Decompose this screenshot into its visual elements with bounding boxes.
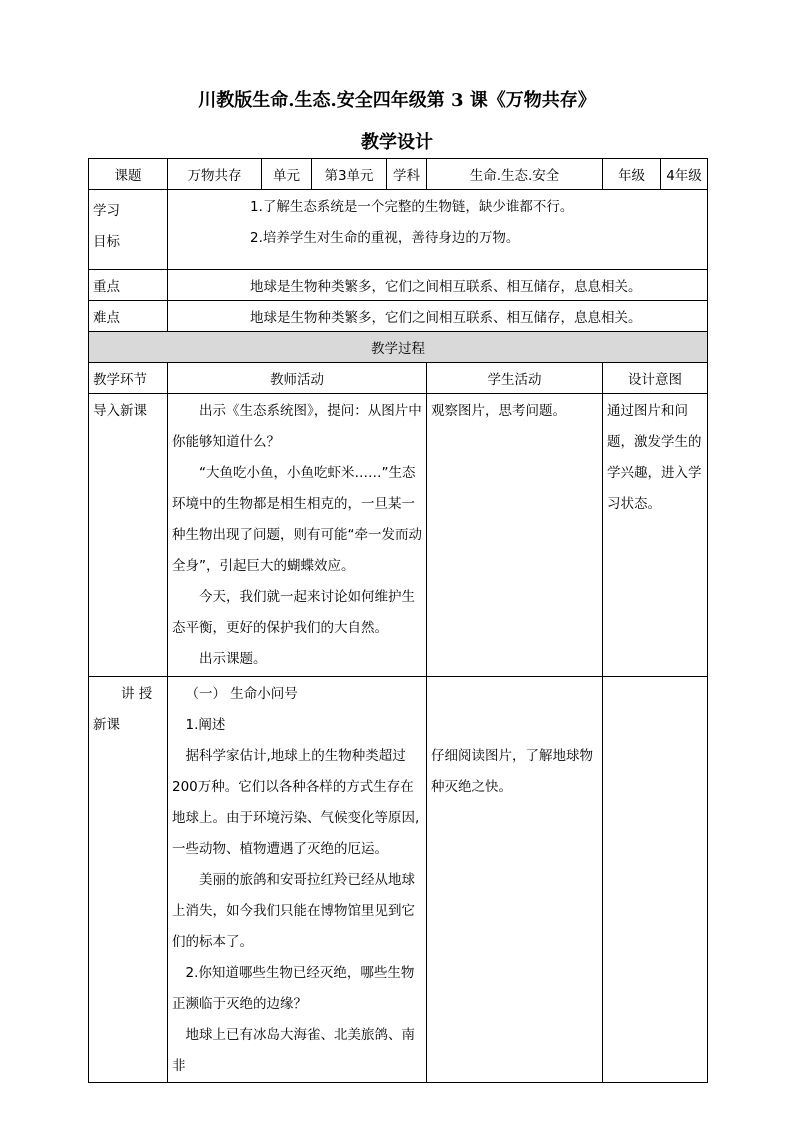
topic-label: 课题 [89, 159, 168, 190]
intro-teacher-para: 出示课题。 [199, 651, 267, 667]
subject-value: 生命.生态.安全 [427, 159, 603, 190]
difficulty-text: 地球是生物种类繁多，它们之间相互联系、相互储存，息息相关。 [168, 301, 708, 332]
lecture-teacher-para: 据科学家估计,地球上的生物种类超过200万种。它们以各种各样的方式生存在地球上。由于环境污染、气候变化等原因,一些动物、植物遭遇了灭绝的厄运。 [172, 748, 420, 857]
lecture-stage [89, 677, 168, 1083]
goals-content [168, 190, 708, 270]
intro-student-text: 观察图片，思考问题。 [431, 403, 566, 419]
header-intent: 设计意图 [603, 363, 708, 394]
document-subtitle: 教学设计 [361, 132, 433, 153]
intro-teacher-para: 今天，我们就一起来讨论如何维护生态平衡，更好的保护我们的大自然。 [172, 589, 415, 636]
difficulty-row [89, 301, 708, 332]
lecture-stage-line1: 讲 授 [121, 686, 153, 702]
lecture-row [89, 677, 708, 1083]
lecture-teacher-para: （一） 生命小问号 [185, 686, 298, 702]
lecture-teacher-para: 地球上已有冰岛大海雀、北美旅鸽、南非 [172, 1027, 415, 1074]
header-student: 学生活动 [427, 363, 603, 394]
intro-row [89, 394, 708, 677]
subject-label: 学科 [387, 159, 427, 190]
intro-teacher-para: 出示《生态系统图》，提问：从图片中你能够知道什么？ [172, 403, 422, 450]
goals-label [89, 190, 168, 270]
lecture-student-text: 仔细阅读图片，了解地球物种灭绝之快。 [431, 748, 593, 795]
process-section-row [89, 332, 708, 363]
key-point-text: 地球是生物种类繁多，它们之间相互联系、相互储存，息息相关。 [168, 270, 708, 301]
process-header-row [89, 363, 708, 394]
lecture-student [427, 677, 603, 1083]
intro-teacher [168, 394, 427, 677]
grade-label: 年级 [603, 159, 661, 190]
goals-label-line2: 目标 [93, 234, 120, 250]
intro-student [427, 394, 603, 677]
intro-stage [89, 394, 168, 677]
topic-value: 万物共存 [168, 159, 262, 190]
header-teacher: 教师活动 [168, 363, 427, 394]
unit-label: 单元 [262, 159, 312, 190]
lecture-teacher-para: 美丽的旅鸽和安哥拉红羚已经从地球上消失，如今我们只能在博物馆里见到它们的标本了。 [172, 872, 415, 950]
key-point-label: 重点 [89, 270, 168, 301]
goals-row [89, 190, 708, 270]
grade-value: 4年级 [661, 159, 708, 190]
lecture-teacher-para: 2.你知道哪些生物已经灭绝，哪些生物正濒临于灭绝的边缘？ [172, 965, 415, 1012]
lecture-teacher [168, 677, 427, 1083]
key-point-row [89, 270, 708, 301]
lecture-teacher-para: 1.阐述 [185, 717, 226, 733]
info-row [89, 159, 708, 190]
document-title: 川教版生命.生态.安全四年级第 3 课《万物共存》 [198, 90, 596, 111]
process-section-title: 教学过程 [89, 332, 708, 363]
goal-item: 1.了解生态系统是一个完整的生物链，缺少谁都不行。 [250, 199, 574, 215]
intro-intent-text: 通过图片和问题，激发学生的学兴趣，进入学习状态。 [607, 403, 702, 512]
unit-value: 第3单元 [312, 159, 387, 190]
lecture-intent [603, 677, 708, 1083]
difficulty-label: 难点 [89, 301, 168, 332]
intro-intent [603, 394, 708, 677]
intro-teacher-para: “大鱼吃小鱼，小鱼吃虾米……”生态环境中的生物都是相生相克的，一旦某一种生物出现了问题，则有可能“牵一发而动全身”，引起巨大的蝴蝶效应。 [172, 465, 422, 574]
goals-label-line1: 学习 [93, 203, 120, 219]
lesson-plan-table [88, 158, 708, 1083]
intro-stage-label: 导入新课 [93, 403, 147, 419]
goal-item: 2.培养学生对生命的重视，善待身边的万物。 [250, 230, 520, 246]
header-stage: 教学环节 [89, 363, 168, 394]
lecture-stage-line2: 新课 [93, 717, 120, 733]
